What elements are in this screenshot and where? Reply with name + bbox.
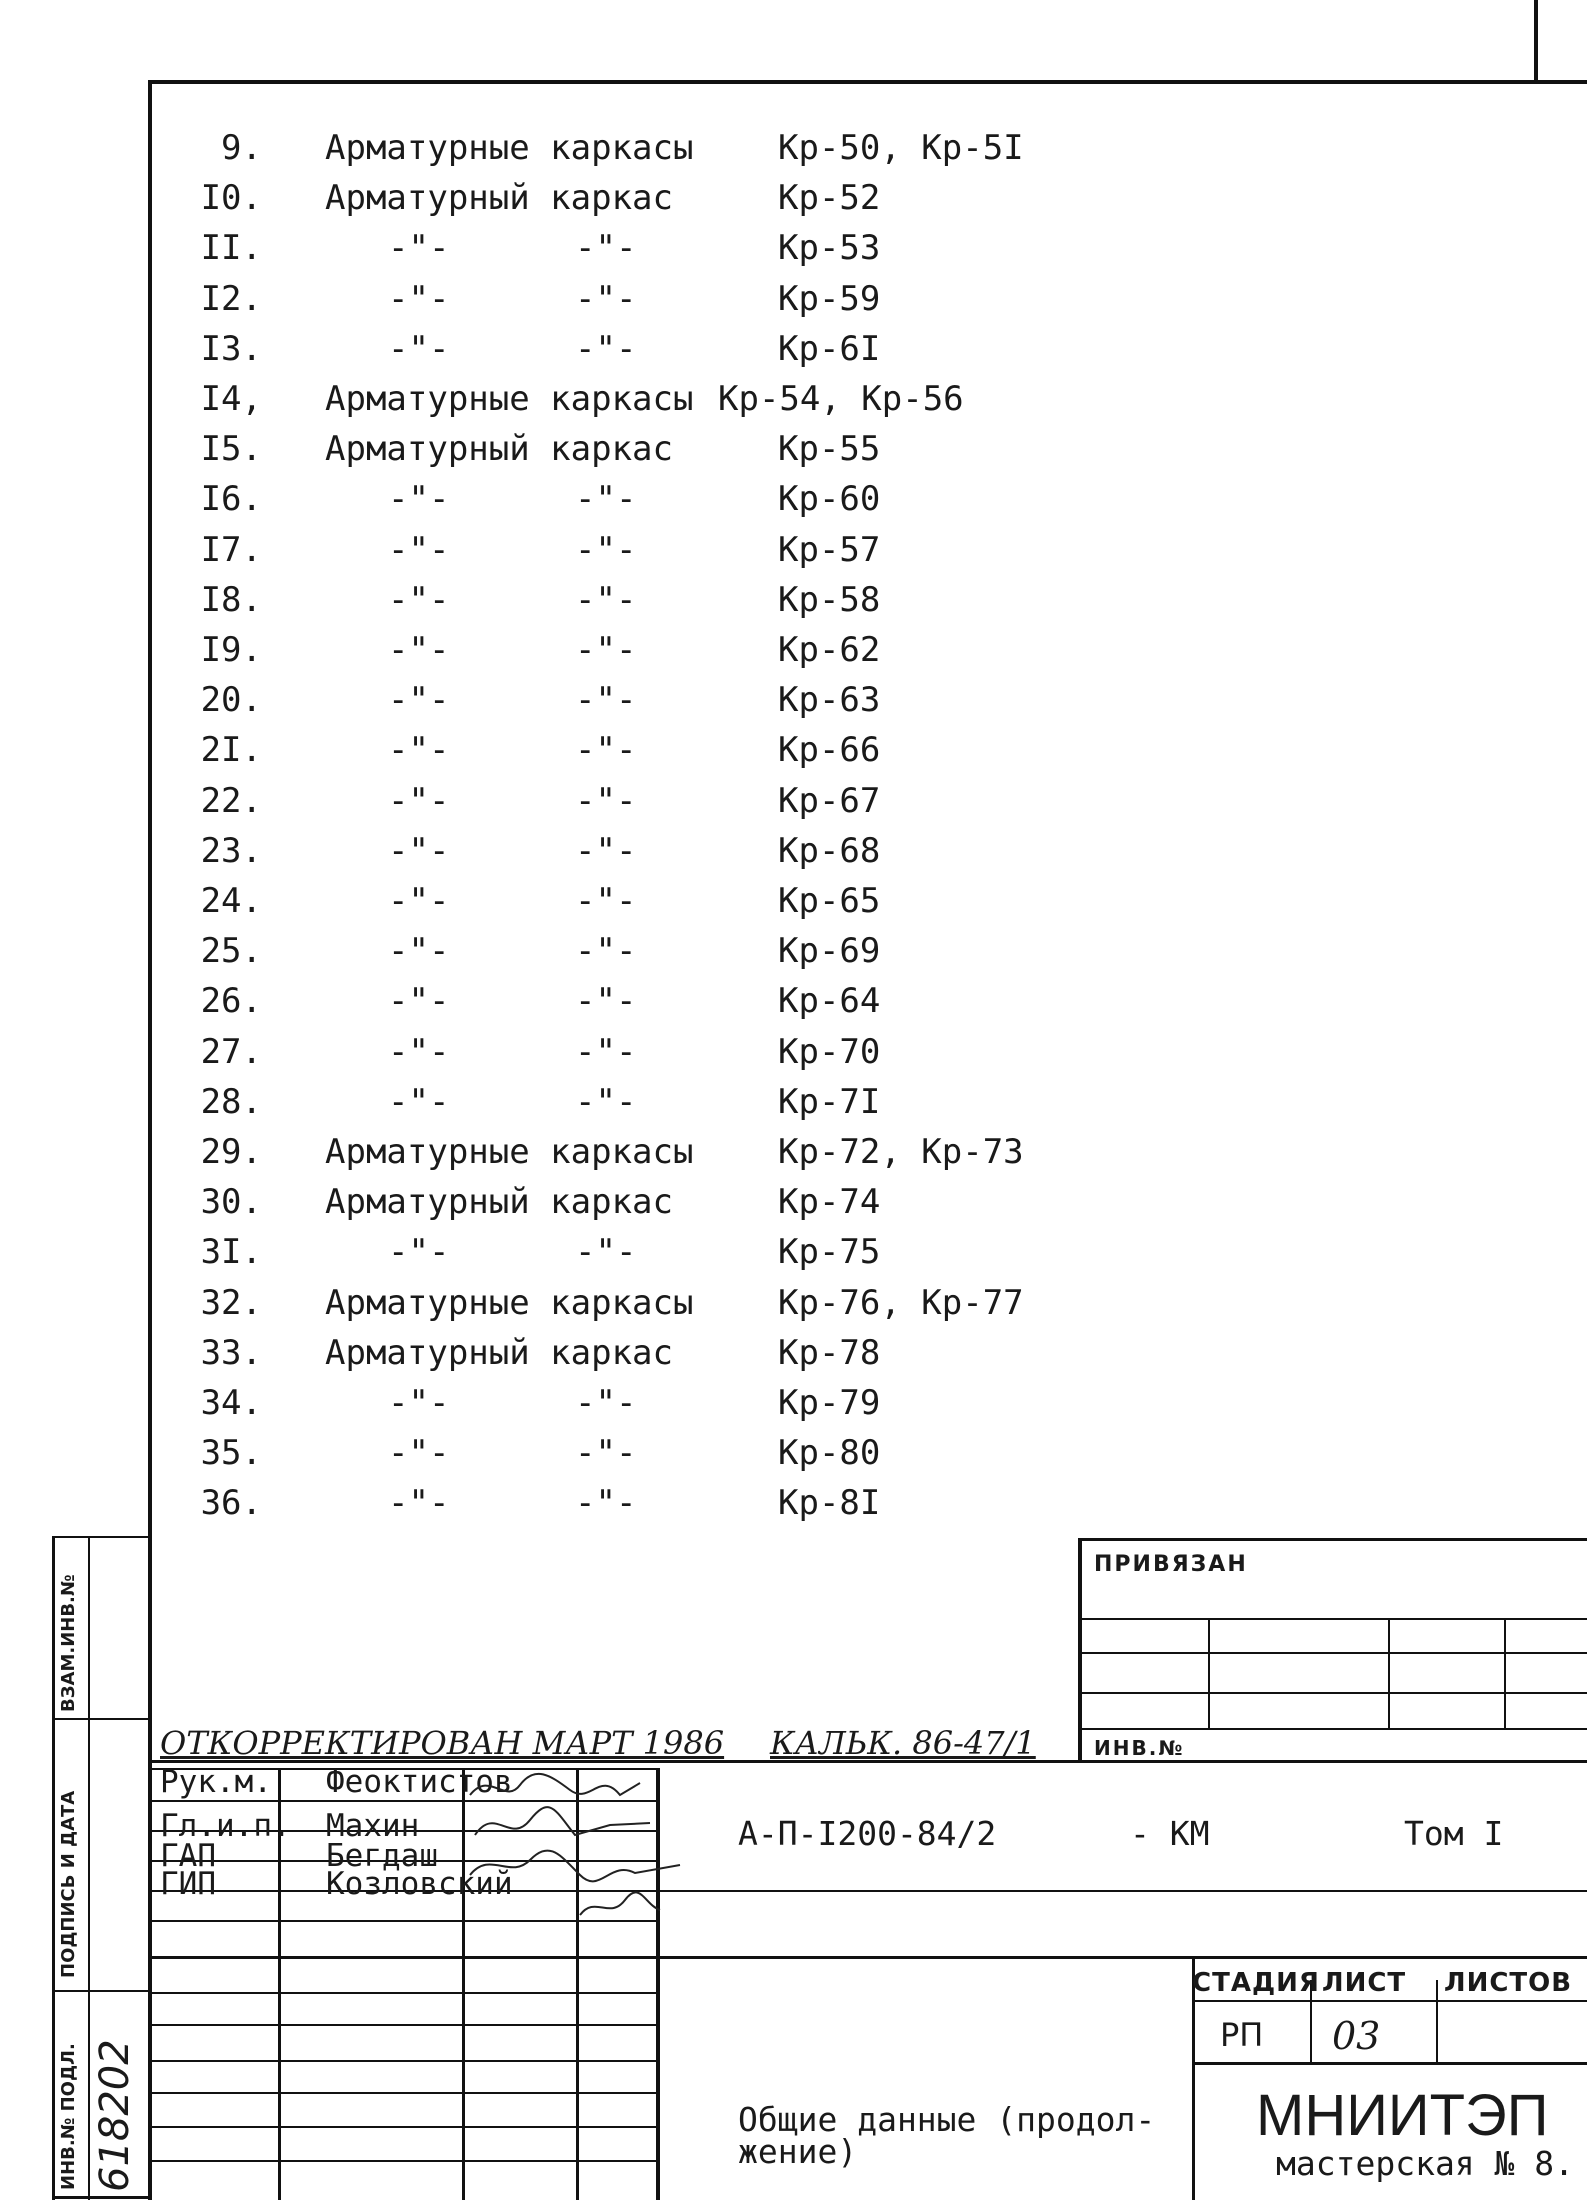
item-number: I4, — [200, 379, 262, 419]
item-name: Арматурные каркасы — [325, 379, 694, 419]
list-item — [0, 375, 1100, 423]
list-item — [0, 576, 1100, 624]
title-line-2: жение) — [738, 2132, 858, 2171]
ditto-mark: -"- — [575, 1081, 637, 1122]
item-code: Кр-62 — [778, 630, 881, 670]
list-item — [0, 777, 1100, 825]
ditto-mark: -"- — [388, 881, 450, 921]
item-code: Кр-72, Кр-73 — [778, 1132, 1024, 1172]
ditto-mark: -"- — [575, 730, 637, 771]
volume-label: Том I — [1404, 1814, 1504, 1853]
ditto-mark: -"- — [575, 830, 637, 871]
item-code: Кр-66 — [778, 730, 881, 771]
list-item — [0, 1228, 1100, 1276]
role-2-name: Махин — [326, 1808, 420, 1844]
ditto-mark: -"- — [388, 228, 450, 269]
ditto-mark: -"- — [575, 228, 637, 269]
item-code: Кр-70 — [778, 1031, 881, 1072]
item-code: Кр-8I — [778, 1483, 881, 1524]
signature-marks — [460, 1765, 700, 1925]
list-item — [0, 325, 1100, 373]
ditto-mark: -"- — [575, 1483, 637, 1524]
inv-podl-label: ИНВ.№ ПОДЛ. — [58, 2043, 79, 2190]
ditto-mark: -"- — [388, 579, 450, 620]
item-code: Кр-65 — [778, 881, 881, 921]
organization-name: МНИИТЭП — [1256, 2083, 1549, 2148]
item-number: 34. — [200, 1383, 262, 1423]
ditto-mark: -"- — [388, 981, 450, 1022]
ditto-mark: -"- — [388, 830, 450, 871]
ditto-mark: -"- — [388, 931, 450, 972]
top-right-frame-edge — [1534, 0, 1538, 80]
item-code: Кр-6I — [778, 328, 881, 369]
item-code: Кр-7I — [778, 1081, 881, 1122]
ditto-mark: -"- — [575, 630, 637, 670]
title-line-1: Общие данные (продол- — [738, 2100, 1156, 2139]
item-number: 28. — [200, 1081, 262, 1122]
item-code: Кр-63 — [778, 680, 881, 721]
item-code: Кр-79 — [778, 1383, 881, 1423]
role-4: ГИП — [160, 1866, 216, 1902]
item-number: 29. — [200, 1132, 262, 1172]
item-number: I5. — [200, 429, 262, 470]
item-code: Кр-52 — [778, 178, 881, 219]
list-item — [0, 1178, 1100, 1226]
list-item — [0, 1329, 1100, 1377]
item-code: Кр-58 — [778, 579, 881, 620]
item-code: Кр-67 — [778, 780, 881, 821]
sheet-header: ЛИСТ — [1322, 1968, 1407, 1998]
ditto-mark: -"- — [388, 479, 450, 520]
item-code: Кр-60 — [778, 479, 881, 520]
item-number: I6. — [200, 479, 262, 520]
list-item — [0, 827, 1100, 875]
list-item — [0, 877, 1100, 925]
ditto-mark: -"- — [575, 579, 637, 620]
role-3-name: Бегдаш — [326, 1838, 438, 1874]
inv-podl-value: 618202 — [92, 2039, 138, 2192]
item-code: Кр-69 — [778, 931, 881, 972]
list-item — [0, 1379, 1100, 1427]
ditto-mark: -"- — [575, 881, 637, 921]
ditto-mark: -"- — [575, 1232, 637, 1273]
ditto-mark: -"- — [388, 680, 450, 721]
list-item — [0, 1128, 1100, 1176]
list-item — [0, 174, 1100, 222]
item-name: Арматурные каркасы — [325, 1132, 694, 1172]
privyazan-label: ПРИВЯЗАН — [1094, 1552, 1248, 1577]
ditto-mark: -"- — [575, 328, 637, 369]
list-item — [0, 1028, 1100, 1076]
item-number: 26. — [200, 981, 262, 1022]
item-name: Арматурный каркас — [325, 178, 673, 219]
list-item — [0, 927, 1100, 975]
item-number: 9. — [221, 128, 262, 168]
ditto-mark: -"- — [388, 278, 450, 319]
item-number: 35. — [200, 1433, 262, 1474]
ditto-mark: -"- — [575, 680, 637, 721]
list-item — [0, 676, 1100, 724]
list-item — [0, 526, 1100, 574]
ditto-mark: -"- — [388, 1081, 450, 1122]
item-number: I7. — [200, 529, 262, 570]
sheets-header: ЛИСТОВ — [1444, 1968, 1573, 1998]
list-item — [0, 124, 1100, 172]
item-number: 23. — [200, 830, 262, 871]
workshop-label: мастерская № 8. — [1276, 2144, 1575, 2183]
role-1-name: Феоктистов — [326, 1764, 513, 1800]
ditto-mark: -"- — [575, 278, 637, 319]
list-item — [0, 275, 1100, 323]
stage-value: РП — [1220, 2016, 1264, 2054]
item-code: Кр-78 — [778, 1332, 881, 1373]
ditto-mark: -"- — [575, 931, 637, 972]
item-code: Кр-74 — [778, 1182, 881, 1223]
ditto-mark: -"- — [575, 1383, 637, 1423]
item-code: Кр-54, Кр-56 — [718, 379, 964, 419]
ditto-mark: -"- — [575, 1031, 637, 1072]
role-3: ГАП — [160, 1838, 216, 1874]
ditto-mark: -"- — [388, 1232, 450, 1273]
item-code: Кр-53 — [778, 228, 881, 269]
list-item — [0, 224, 1100, 272]
list-item — [0, 1429, 1100, 1477]
ditto-mark: -"- — [575, 529, 637, 570]
item-number: 3I. — [200, 1232, 262, 1273]
list-item — [0, 1479, 1100, 1527]
item-code: Кр-80 — [778, 1433, 881, 1474]
role-2: Гл.и.п. — [160, 1808, 291, 1844]
item-number: 20. — [200, 680, 262, 721]
item-name: Арматурные каркасы — [325, 128, 694, 168]
item-name: Арматурный каркас — [325, 1182, 673, 1223]
item-name: Арматурный каркас — [325, 1332, 673, 1373]
item-code: Кр-76, Кр-77 — [778, 1282, 1024, 1323]
role-1: Рук.м. — [160, 1764, 272, 1800]
item-number: 2I. — [200, 730, 262, 771]
vzam-inv-label: ВЗАМ.ИНВ.№ — [58, 1574, 79, 1712]
item-number: 24. — [200, 881, 262, 921]
list-item — [0, 475, 1100, 523]
item-number: 27. — [200, 1031, 262, 1072]
item-number: 30. — [200, 1182, 262, 1223]
item-code: Кр-59 — [778, 278, 881, 319]
ditto-mark: -"- — [388, 780, 450, 821]
podpis-data-label: ПОДПИСЬ И ДАТА — [58, 1790, 79, 1978]
ditto-mark: -"- — [388, 328, 450, 369]
item-code: Кр-55 — [778, 429, 881, 470]
ditto-mark: -"- — [575, 479, 637, 520]
item-code: Кр-50, Кр-5I — [778, 128, 1024, 168]
item-code: Кр-75 — [778, 1232, 881, 1273]
list-item — [0, 726, 1100, 774]
ditto-mark: -"- — [388, 1031, 450, 1072]
role-4-name: Козловский — [326, 1866, 513, 1902]
list-item — [0, 626, 1100, 674]
item-code: Кр-57 — [778, 529, 881, 570]
ditto-mark: -"- — [575, 780, 637, 821]
item-number: I9. — [200, 630, 262, 670]
corrected-note: ОТКОРРЕКТИРОВАН МАРТ 1986 — [160, 1724, 725, 1762]
list-item — [0, 425, 1100, 473]
item-number: 33. — [200, 1332, 262, 1373]
ditto-mark: -"- — [388, 529, 450, 570]
item-name: Арматурный каркас — [325, 429, 673, 470]
ditto-mark: -"- — [575, 1433, 637, 1474]
inv-no-label: ИНВ.№ — [1094, 1736, 1185, 1760]
item-number: I3. — [200, 328, 262, 369]
list-item — [0, 977, 1100, 1025]
sheet-value: 03 — [1332, 2014, 1381, 2058]
kalk-note: КАЛЬК. 86-47/1 — [770, 1724, 1036, 1762]
document-mark: - КМ — [1130, 1814, 1210, 1853]
ditto-mark: -"- — [388, 1433, 450, 1474]
ditto-mark: -"- — [388, 630, 450, 670]
list-item — [0, 1279, 1100, 1327]
ditto-mark: -"- — [388, 1483, 450, 1524]
item-number: I8. — [200, 579, 262, 620]
ditto-mark: -"- — [575, 981, 637, 1022]
item-code: Кр-64 — [778, 981, 881, 1022]
list-item — [0, 1078, 1100, 1126]
item-number: 32. — [200, 1282, 262, 1323]
item-number: II. — [200, 228, 262, 269]
item-number: 22. — [200, 780, 262, 821]
ditto-mark: -"- — [388, 1383, 450, 1423]
item-code: Кр-68 — [778, 830, 881, 871]
document-code: А-П-I200-84/2 — [738, 1814, 997, 1853]
item-number: I2. — [200, 278, 262, 319]
item-name: Арматурные каркасы — [325, 1282, 694, 1323]
item-number: 25. — [200, 931, 262, 972]
ditto-mark: -"- — [388, 730, 450, 771]
item-number: I0. — [200, 178, 262, 219]
item-number: 36. — [200, 1483, 262, 1524]
stage-header: СТАДИЯ — [1192, 1968, 1320, 1998]
